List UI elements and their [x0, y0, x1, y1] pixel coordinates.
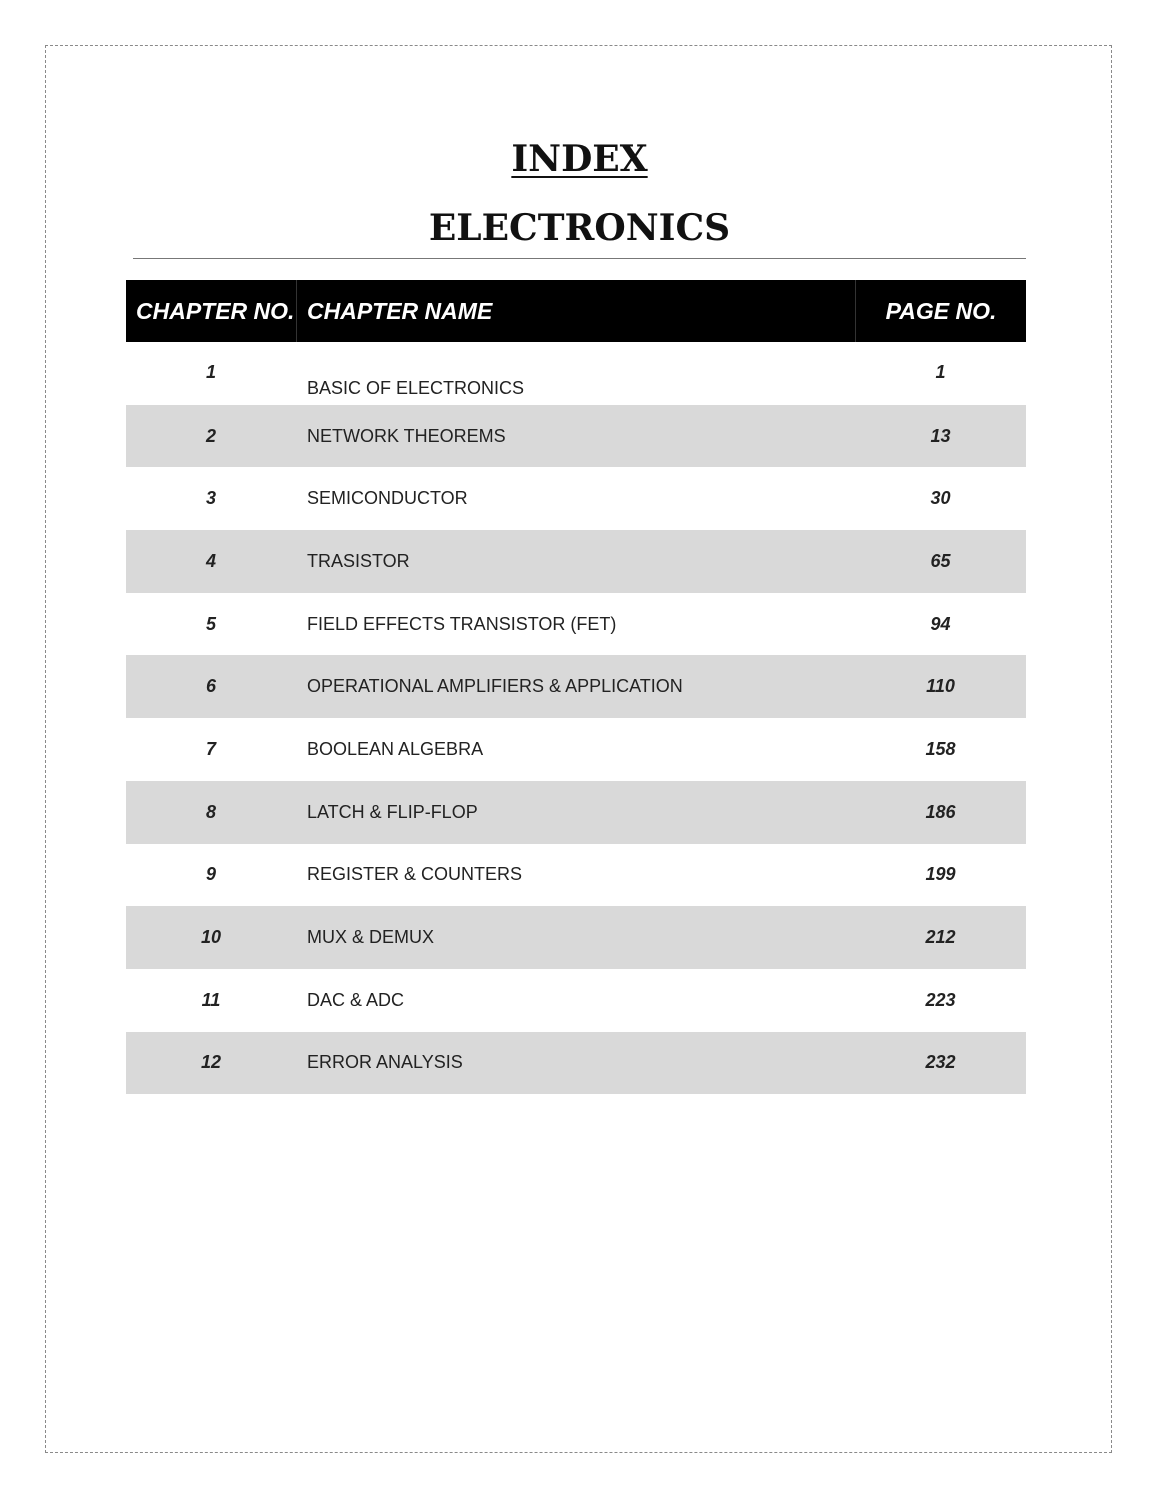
chapter-name: MUX & DEMUX	[307, 927, 435, 948]
chapter-name: FIELD EFFECTS TRANSISTOR (FET)	[307, 613, 617, 634]
chapter-number: 12	[200, 1052, 222, 1073]
page-number: 30	[930, 488, 951, 509]
chapter-number: 3	[205, 488, 216, 509]
table-row	[126, 906, 1026, 969]
chapter-name: LATCH & FLIP-FLOP	[307, 801, 478, 822]
header-chapter-no: CHAPTER NO.	[136, 297, 295, 324]
chapter-number: 10	[200, 927, 222, 948]
chapter-number: 1	[205, 362, 216, 382]
chapter-name: ERROR ANALYSIS	[307, 1052, 463, 1073]
page-number: 65	[930, 550, 951, 571]
table-row	[126, 467, 1026, 530]
index-table	[126, 280, 1026, 1094]
chapter-name: BASIC OF ELECTRONICS	[307, 377, 525, 398]
title-text: INDEX	[511, 138, 648, 180]
table-row	[126, 593, 1026, 656]
page-number: 158	[925, 738, 956, 759]
page-number: 94	[930, 613, 951, 634]
chapter-number: 6	[205, 676, 216, 697]
chapter-name: TRASISTOR	[307, 550, 410, 571]
header-page-no: PAGE NO.	[855, 280, 1026, 342]
chapter-name: SEMICONDUCTOR	[307, 488, 468, 509]
chapter-name: DAC & ADC	[307, 989, 405, 1010]
chapter-name: REGISTER & COUNTERS	[307, 864, 523, 885]
table-body	[126, 342, 1026, 1094]
table-row	[126, 781, 1026, 844]
page-number: 212	[925, 927, 956, 948]
chapter-number: 4	[205, 550, 216, 571]
page-number: 1	[935, 362, 946, 382]
chapter-number: 11	[201, 989, 221, 1010]
chapter-name: BOOLEAN ALGEBRA	[307, 738, 484, 759]
table-row	[126, 342, 1026, 405]
table-row	[126, 718, 1026, 781]
chapter-number: 2	[205, 425, 216, 446]
page-title	[0, 137, 1159, 181]
page-number: 199	[925, 864, 956, 885]
page-subtitle: ELECTRONICS	[428, 207, 731, 249]
chapter-number: 9	[205, 864, 216, 885]
table-header	[126, 280, 1026, 342]
chapter-name: NETWORK THEOREMS	[307, 425, 506, 446]
chapter-name: OPERATIONAL AMPLIFIERS & APPLICATION	[307, 676, 683, 697]
table-row	[126, 530, 1026, 593]
table-row	[126, 1032, 1026, 1095]
chapter-number: 7	[205, 738, 216, 759]
page-number: 223	[925, 989, 956, 1010]
page-number: 186	[925, 801, 956, 822]
divider-rule	[133, 258, 1026, 259]
table-row	[126, 844, 1026, 907]
page-number: 13	[930, 425, 951, 446]
header-chapter-name: CHAPTER NAME	[296, 280, 855, 342]
chapter-number: 8	[205, 801, 216, 822]
table-row	[126, 405, 1026, 468]
chapter-number: 5	[205, 613, 216, 634]
table-row	[126, 655, 1026, 718]
table-row	[126, 969, 1026, 1032]
page-number: 110	[926, 676, 955, 697]
page-number: 232	[925, 1052, 956, 1073]
